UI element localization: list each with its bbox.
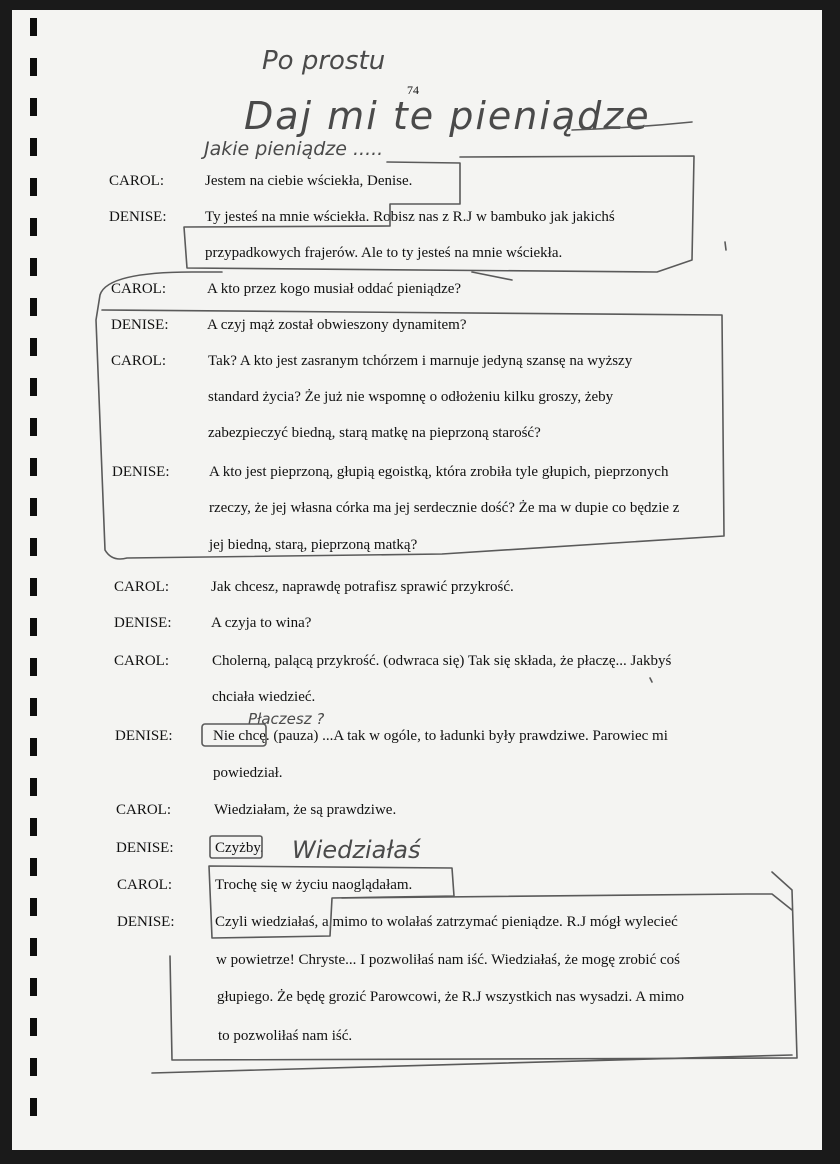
binding-hole: [30, 538, 37, 556]
dialogue-line: Nie chcę. (pauza) ...A tak w ogóle, to ładunki były prawdziwe. Parowiec mi: [213, 728, 668, 744]
binding-hole: [30, 778, 37, 796]
binding-hole: [30, 498, 37, 516]
binding-hole: [30, 1018, 37, 1036]
speaker-label: DENISE:: [117, 914, 175, 930]
handwritten-note-wiedzialas: Wiedziałaś: [292, 836, 421, 864]
speaker-label: CAROL:: [116, 802, 172, 818]
speaker-label: DENISE:: [114, 615, 172, 631]
pencil-connector: [472, 272, 512, 280]
dialogue-line: w powietrze! Chryste... I pozwoliłaś nam iść. Wiedziałaś, że mogę zrobić coś: [216, 952, 680, 968]
dialogue-line: głupiego. Że będę grozić Parowcowi, że R.J wszystkich nas wysadzi. A mimo: [217, 989, 684, 1005]
dialogue-line: Jestem na ciebie wściekła, Denise.: [205, 173, 413, 189]
binding-hole: [30, 418, 37, 436]
binding-hole: [30, 218, 37, 236]
binding-hole: [30, 378, 37, 396]
dialogue-line: Czyżby.: [215, 840, 264, 856]
binding-hole: [30, 58, 37, 76]
dialogue-line: Trochę się w życiu naoglądałam.: [215, 877, 413, 893]
dialogue-line: Czyli wiedziałaś, a mimo to wolałaś zatrzymać pieniądze. R.J mógł wylecieć: [215, 914, 678, 930]
binding-hole: [30, 298, 37, 316]
binding-hole: [30, 458, 37, 476]
binding-hole: [30, 658, 37, 676]
dialogue-line: A czyj mąż został obwieszony dynamitem?: [207, 317, 467, 333]
handwritten-note-main: Daj mi te pieniądze: [244, 94, 651, 138]
speaker-label: DENISE:: [116, 840, 174, 856]
dialogue-line: Cholerną, palącą przykrość. (odwraca się) Tak się składa, że płaczę... Jakbyś: [212, 653, 672, 669]
binding-hole: [30, 618, 37, 636]
dialogue-line: standard życia? Że już nie wspomnę o odłożeniu kilku groszy, żeby: [208, 389, 614, 405]
binding-hole: [30, 1058, 37, 1076]
speaker-label: DENISE:: [115, 728, 173, 744]
script-page: [12, 10, 822, 1150]
page-number: 74: [407, 83, 419, 97]
dialogue-line: chciała wiedzieć.: [212, 689, 316, 705]
speaker-label: DENISE:: [109, 209, 167, 225]
dialogue-line: Jak chcesz, naprawdę potrafisz sprawić przykrość.: [211, 579, 514, 595]
binding-hole: [30, 978, 37, 996]
speaker-label: CAROL:: [114, 653, 170, 669]
binding-hole: [30, 338, 37, 356]
binding-hole: [30, 258, 37, 276]
dialogue-line: Ty jesteś na mnie wściekła. Robisz nas z R.J w bambuko jak jakichś: [205, 209, 615, 225]
speaker-label: CAROL:: [109, 173, 165, 189]
dialogue-line: powiedział.: [213, 765, 283, 781]
dialogue-line: Wiedziałam, że są prawdziwe.: [214, 802, 397, 818]
binding-hole: [30, 698, 37, 716]
binding-hole: [30, 18, 37, 36]
dialogue-line: A czyja to wina?: [211, 615, 312, 631]
speaker-label: CAROL:: [117, 877, 173, 893]
dialogue-line: A kto przez kogo musiał oddać pieniądze?: [207, 281, 462, 297]
binding-hole: [30, 738, 37, 756]
dialogue-line: jej biedną, starą, pieprzoną matką?: [209, 537, 418, 553]
handwritten-note-placzesz: Płaczesz ?: [248, 710, 325, 728]
speaker-label: CAROL:: [114, 579, 170, 595]
binding-hole: [30, 98, 37, 116]
binding-hole: [30, 138, 37, 156]
speaker-label: DENISE:: [112, 464, 170, 480]
binding-hole: [30, 858, 37, 876]
handwritten-note-sub: Jakie pieniądze .....: [204, 138, 384, 160]
pencil-tick: [650, 678, 652, 682]
pencil-long-underline: [152, 1055, 792, 1073]
dialogue-line: zabezpieczyć biedną, starą matkę na pieprzoną starość?: [208, 425, 541, 441]
binding-hole: [30, 1098, 37, 1116]
dialogue-line: Tak? A kto jest zasranym tchórzem i marnuje jedyną szansę na wyższy: [208, 353, 633, 369]
dialogue-line: to pozwoliłaś nam iść.: [218, 1028, 353, 1044]
speaker-label: DENISE:: [111, 317, 169, 333]
speaker-label: CAROL:: [111, 353, 167, 369]
handwritten-note-top: Po prostu: [262, 46, 386, 76]
binding-hole: [30, 938, 37, 956]
dialogue-line: rzeczy, że jej własna córka ma jej serdecznie dość? Że ma w dupie co będzie z: [209, 500, 680, 516]
binding-hole: [30, 578, 37, 596]
binding-hole: [30, 178, 37, 196]
pencil-tick: [725, 242, 726, 250]
dialogue-line: przypadkowych frajerów. Ale to ty jesteś na mnie wściekła.: [205, 245, 563, 261]
binding-hole: [30, 898, 37, 916]
binding-hole: [30, 818, 37, 836]
speaker-label: CAROL:: [111, 281, 167, 297]
dialogue-line: A kto jest pieprzoną, głupią egoistką, która zrobiła tyle głupich, pieprzonych: [209, 464, 669, 480]
